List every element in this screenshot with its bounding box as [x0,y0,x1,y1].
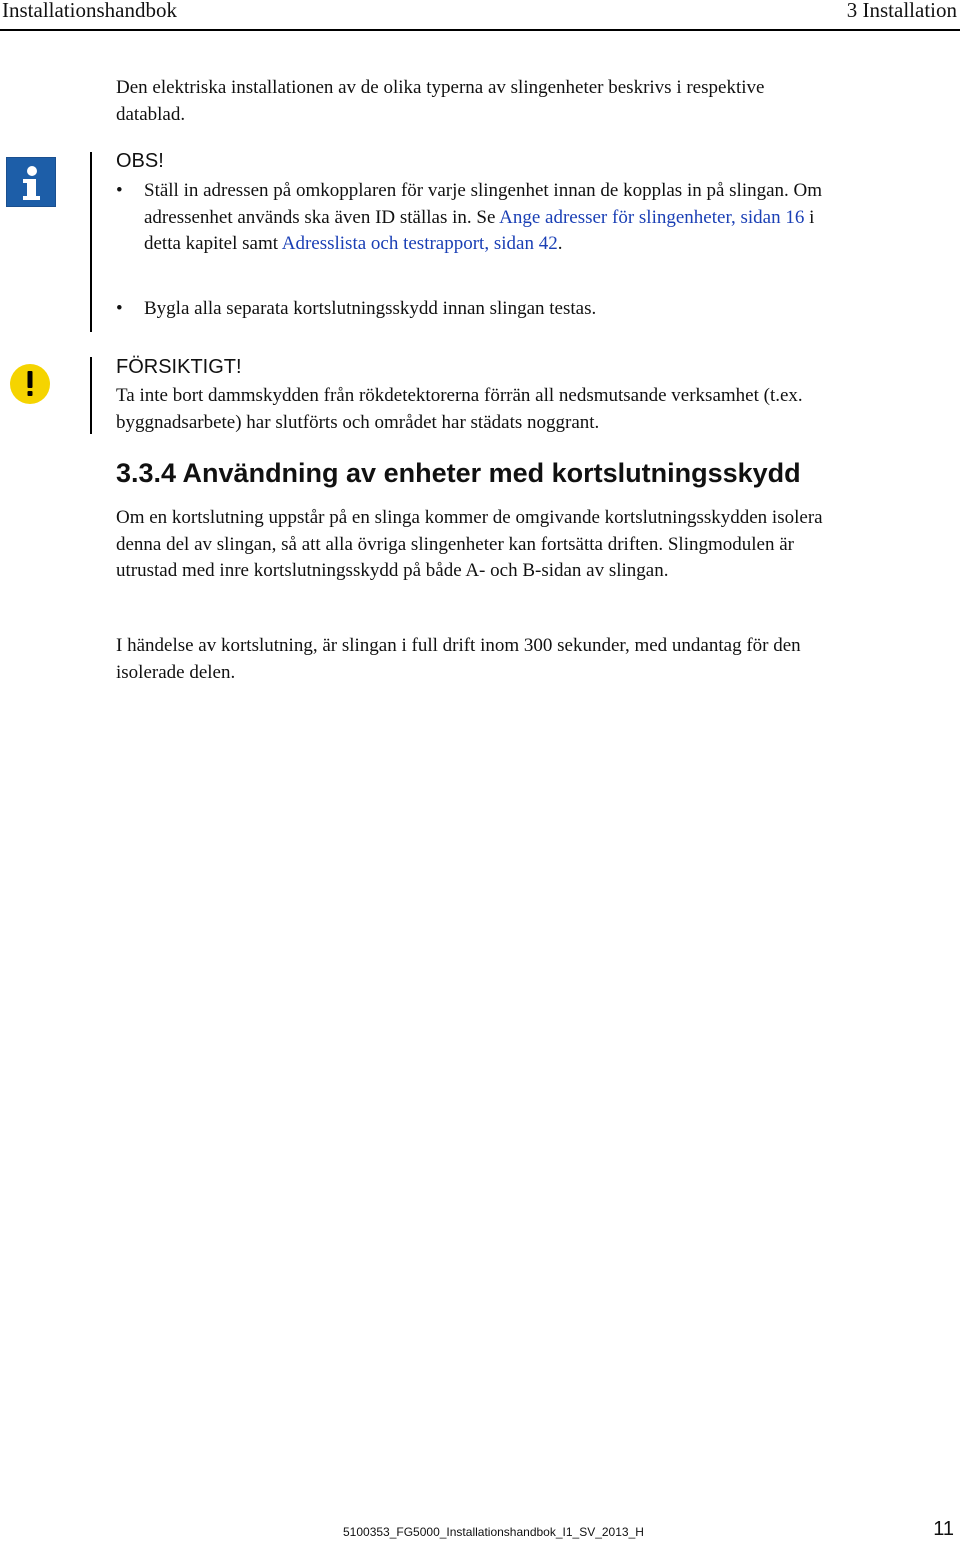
note-title: OBS! [116,150,164,172]
bullet-marker: • [116,180,123,201]
page-header [0,0,960,30]
bullet-text-part: . [557,233,563,254]
bullet-marker: • [116,298,123,319]
intro-paragraph: Den elektriska installationen av de olika typerna av slingenheter beskrivs i respektive datablad. [116,77,765,125]
warning-icon [6,360,54,408]
section-paragraph: Om en kortslutning uppstår på en slinga kommer de omgivande kortslutningsskydden isolera denna del av slingan, så att alla övriga slingenheter kan fortsätta driften. Slingmodulen är utrustad med inre kortslutningsskydd på både A- och B-sidan av slingan. [116,507,823,581]
document-code: 5100353_FG5000_Installationshandbok_I1_SV_2013_H [343,1525,644,1539]
bullet-text [144,178,834,258]
bullet-text: Bygla alla separata kortslutningsskydd innan slingan testas. [144,298,597,319]
section-heading: 3.3.4 Användning av enheter med kortslutningsskydd [116,458,801,488]
note-bar [90,152,92,332]
chapter-title: 3 Installation [846,0,957,22]
bullet-text-part: i detta kapitel samt [144,206,815,254]
info-icon [6,157,56,207]
header-rule [0,29,960,31]
bullet-text-part: Ställ in adressen på omkopplaren för varje slingenhet innan de kopplas in på slingan. Om adressenhet används ska även ID ställas in. Se [144,180,823,228]
link-ange-adresser[interactable]: Ange adresser för slingenheter, sidan 16 [499,206,805,228]
link-adresslista[interactable]: Adresslista och testrapport, sidan 42 [281,233,558,254]
document-title: Installationshandbok [2,0,177,22]
section-paragraph: I händelse av kortslutning, är slingan i full drift inom 300 sekunder, med undantag för den isolerade delen. [116,635,801,683]
page-number: 11 [933,1518,954,1540]
caution-bar [90,357,92,434]
caution-text: Ta inte bort dammskydden från rökdetektorerna förrän all nedsmutsande verksamhet (t.ex. byggnadsarbete) har slutförts och området har städats noggrant. [116,385,803,433]
caution-title: FÖRSIKTIGT! [116,356,242,378]
